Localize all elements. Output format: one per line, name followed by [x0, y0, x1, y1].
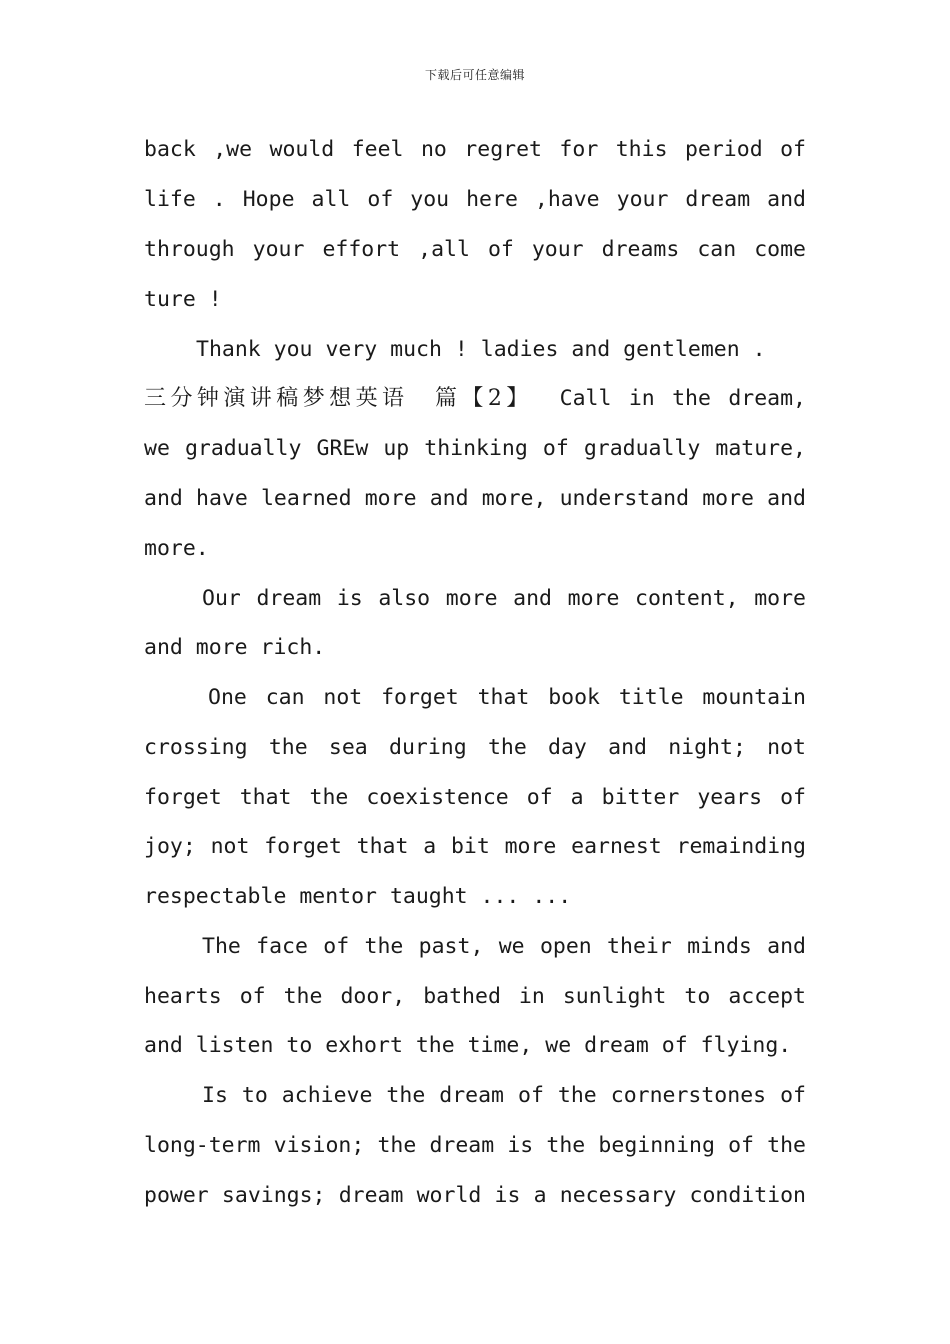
body-line: Our dream is also more and more content, more [202, 586, 806, 611]
section-heading-text: Call in the dream, [559, 386, 806, 411]
body-line: and listen to exhort the time, we dream of flying. [144, 1033, 792, 1058]
body-line: and more rich. [144, 635, 326, 660]
body-line: respectable mentor taught ... ... [144, 884, 572, 909]
body-line: ture ! [144, 287, 222, 312]
section-heading-title: 三分钟演讲稿梦想英语 篇【2】 [144, 386, 560, 411]
body-line: Thank you very much ! ladies and gentlemen . [196, 337, 766, 362]
page-header-note: 下载后可任意编辑 [424, 68, 525, 82]
body-line: and have learned more and more, understand more and [144, 486, 806, 511]
body-line: more. [144, 536, 209, 561]
body-line: One can not forget that book title mountain [208, 685, 806, 710]
body-line: life . Hope all of you here ,have your dream and [144, 187, 806, 212]
section-heading-line [144, 384, 806, 414]
body-line: crossing the sea during the day and night; not [144, 735, 806, 760]
body-line: hearts of the door, bathed in sunlight to accept [144, 984, 806, 1009]
body-line: forget that the coexistence of a bitter years of [144, 785, 806, 810]
body-line: joy; not forget that a bit more earnest remainding [144, 834, 806, 859]
body-line: we gradually GREw up thinking of gradually mature, [144, 436, 806, 461]
body-line: power savings; dream world is a necessary condition [144, 1183, 806, 1208]
body-line: through your effort ,all of your dreams can come [144, 237, 806, 262]
body-line: Is to achieve the dream of the cornerstones of [202, 1083, 806, 1108]
body-line: long-term vision; the dream is the beginning of the [144, 1133, 806, 1158]
section-heading [144, 386, 806, 411]
body-line: The face of the past, we open their minds and [202, 934, 806, 959]
body-line: back ,we would feel no regret for this period of [144, 137, 806, 162]
